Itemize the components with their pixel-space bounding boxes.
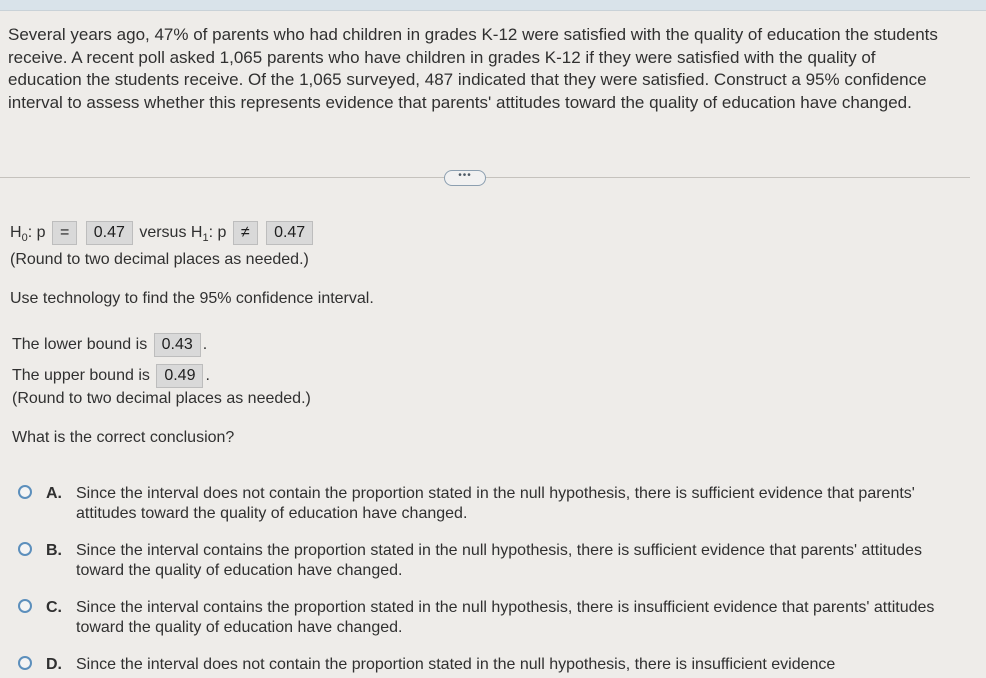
lower-bound-answer[interactable]: 0.43	[154, 333, 201, 357]
option-a-text: Since the interval does not contain the proportion stated in the null hypothesis, there is sufficient evidence that parents' attitudes toward the quality of education have changed.	[76, 485, 915, 522]
versus-label: versus H	[139, 224, 203, 241]
conclusion-prompt: What is the correct conclusion?	[12, 429, 235, 446]
h0-param: : p	[27, 224, 46, 241]
lower-bound-line	[12, 333, 207, 357]
radio-c-icon[interactable]	[18, 599, 32, 613]
option-a-letter: A.	[46, 485, 62, 502]
option-c-letter: C.	[46, 599, 62, 616]
option-c-text: Since the interval contains the proportion stated in the null hypothesis, there is insufficient evidence that parents' attitudes toward the quality of education have changed.	[76, 599, 935, 636]
upper-bound-answer[interactable]: 0.49	[156, 364, 203, 388]
option-d-letter: D.	[46, 656, 62, 673]
lower-bound-period: .	[202, 336, 208, 353]
option-d-text: Since the interval does not contain the proportion stated in the null hypothesis, there is insufficient evidence	[76, 656, 836, 673]
round-note-2: (Round to two decimal places as needed.)	[12, 390, 311, 407]
h1-operator-dropdown[interactable]: ≠	[233, 221, 258, 245]
round-note-1: (Round to two decimal places as needed.)	[10, 251, 309, 268]
upper-bound-label: The upper bound is	[12, 367, 150, 384]
expand-more-button[interactable]: •••	[444, 170, 486, 186]
h0-subscript: 0	[21, 232, 28, 244]
radio-d-icon[interactable]	[18, 656, 32, 670]
radio-a-icon[interactable]	[18, 485, 32, 499]
upper-bound-period: .	[205, 367, 210, 384]
h0-value-answer[interactable]: 0.47	[86, 221, 133, 245]
option-b-letter: B.	[46, 542, 62, 559]
h1-param: : p	[208, 224, 227, 241]
lower-bound-label: The lower bound is	[12, 336, 148, 353]
question-text: Several years ago, 47% of parents who had children in grades K-12 were satisfied with the quality of education the students receive. A recent poll asked 1,065 parents who have children in grades K-12 if they were satisfied with the quality of education the students receive. Of the 1,065 surveyed, 487 indicated that they were satisfied. Construct a 95% confidence interval to assess whether this represents evidence that parents' attitudes toward the quality of education have changed.	[8, 25, 938, 112]
h1-value-answer[interactable]: 0.47	[266, 221, 313, 245]
radio-b-icon[interactable]	[18, 542, 32, 556]
h1-subscript: 1	[202, 232, 209, 244]
option-b-text: Since the interval contains the proportion stated in the null hypothesis, there is sufficient evidence that parents' attitudes toward the quality of education have changed.	[76, 542, 922, 579]
use-technology-instruction: Use technology to find the 95% confidence interval.	[10, 290, 374, 307]
h0-operator-dropdown[interactable]: =	[52, 221, 77, 245]
upper-bound-line	[12, 364, 210, 388]
top-bar	[0, 0, 986, 11]
h0-label: H	[10, 224, 22, 241]
hypotheses-line	[10, 221, 315, 245]
